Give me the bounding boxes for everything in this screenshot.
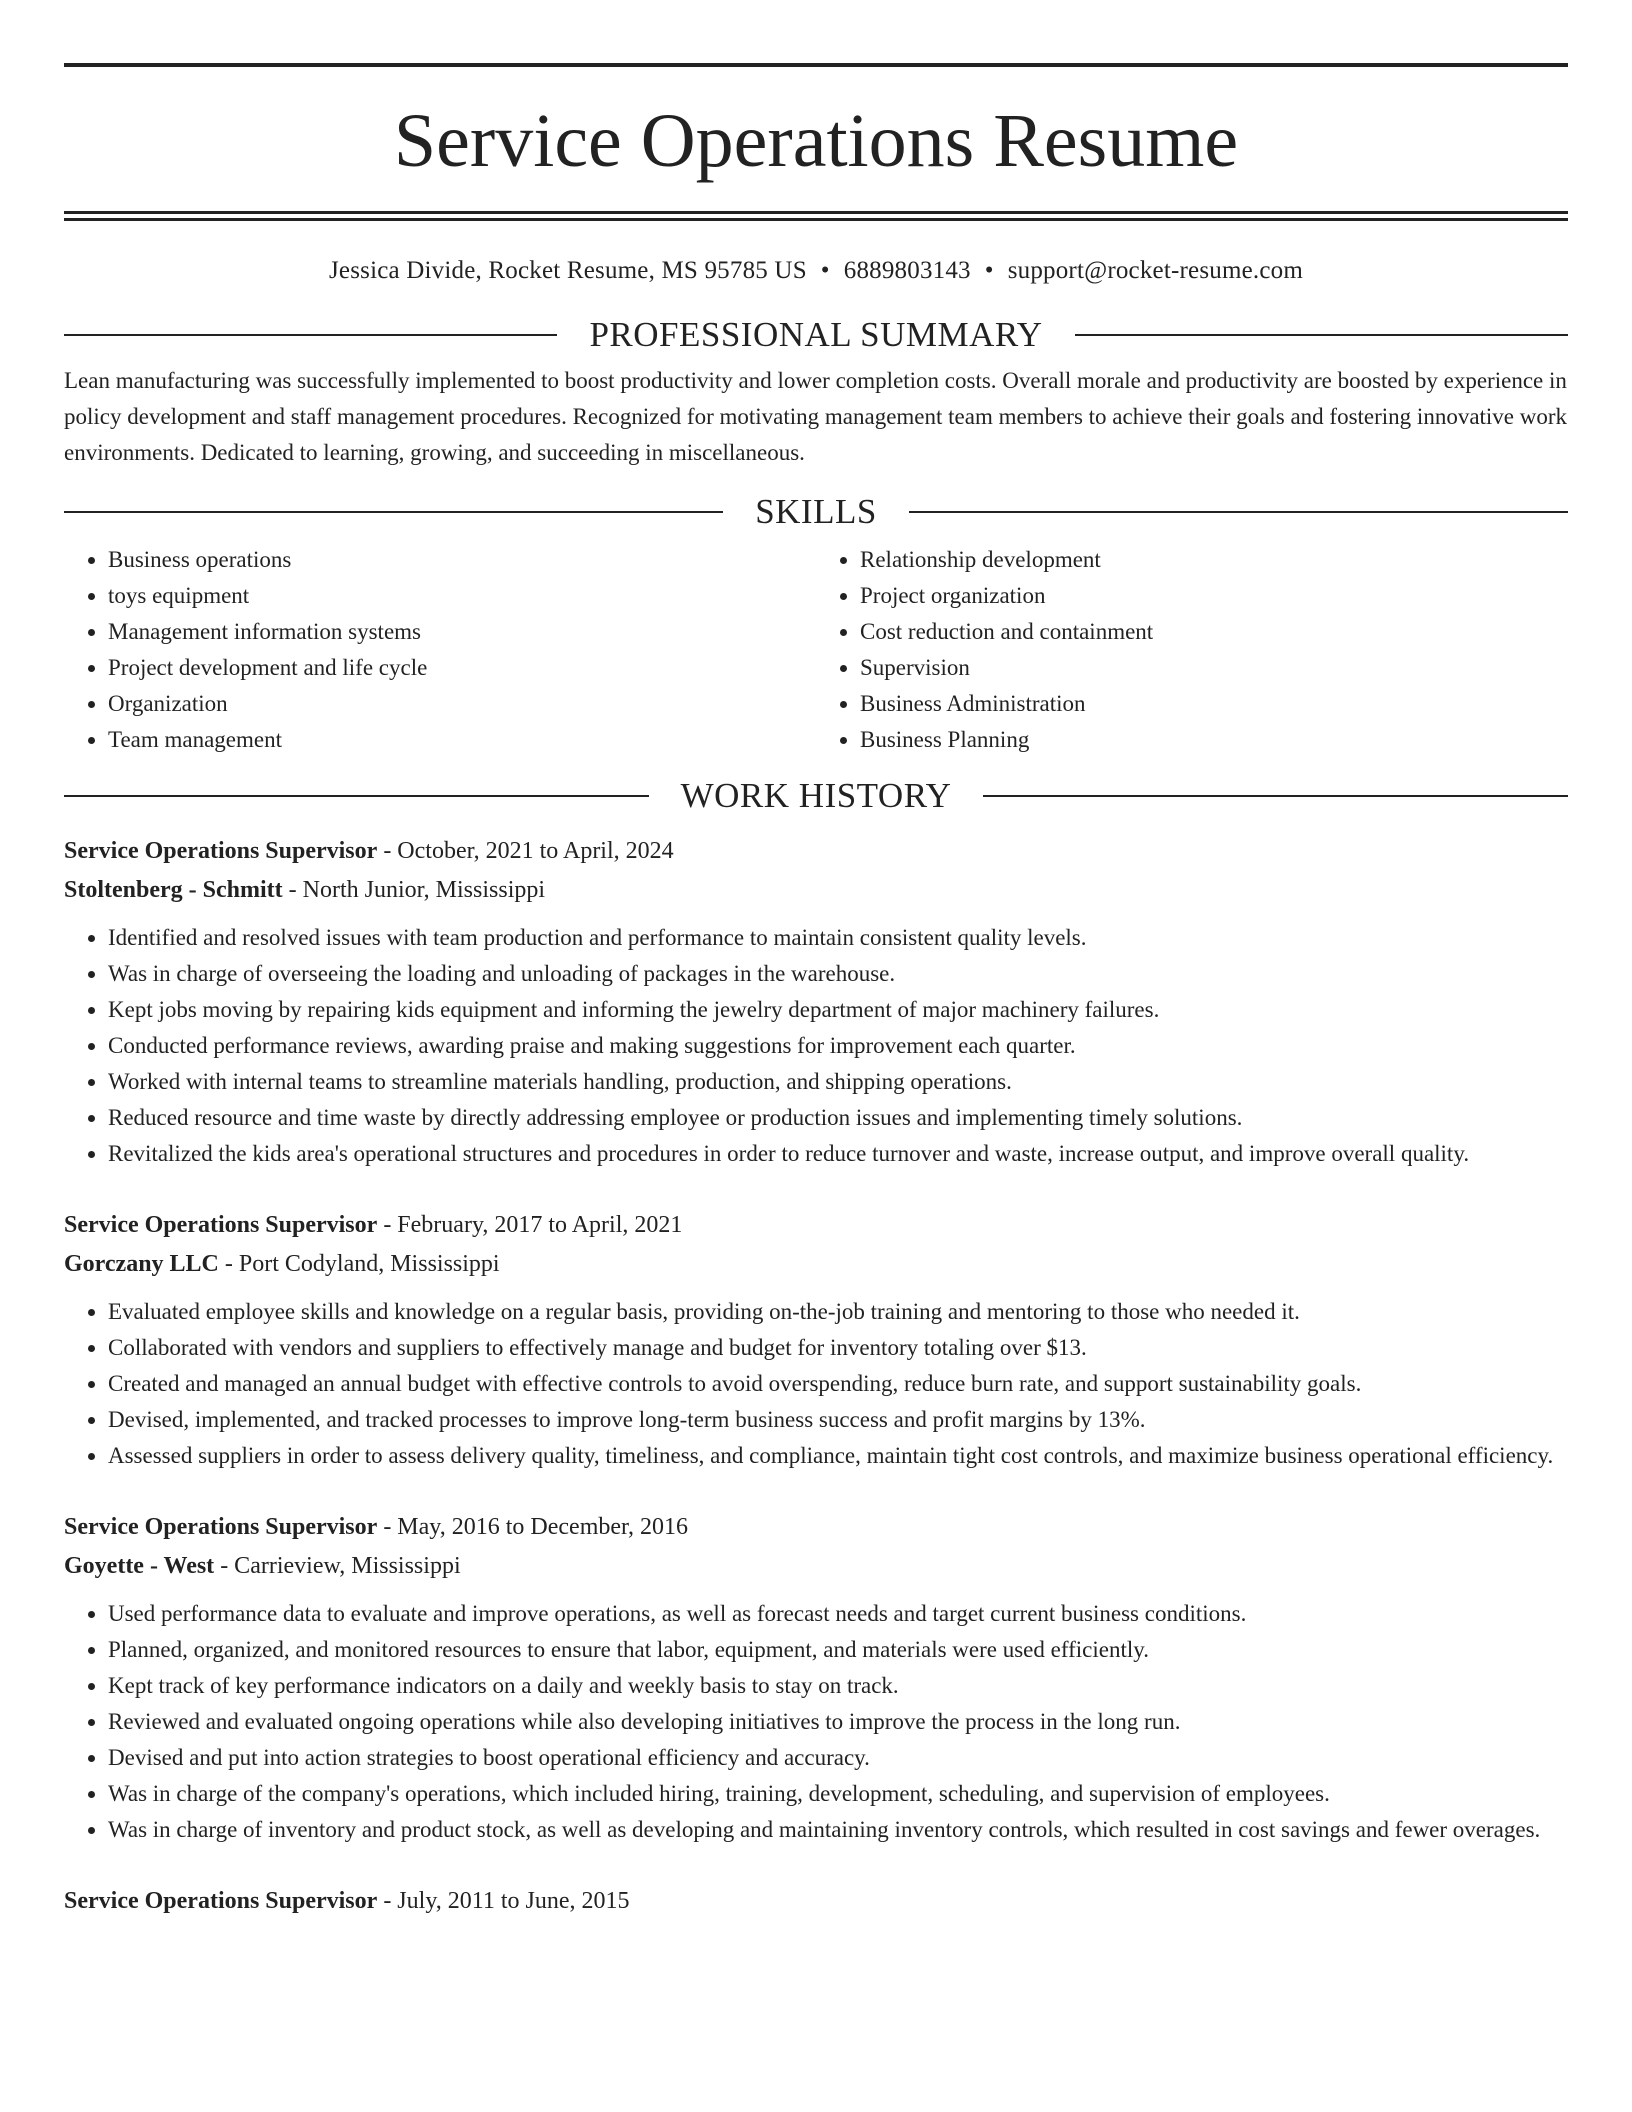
skill-item: • Supervision [860,650,1568,686]
skill-item: • Cost reduction and containment [860,614,1568,650]
contact-phone: 6889803143 [843,257,971,284]
job-title-line [64,1882,1568,1921]
job-company-line [64,871,1568,910]
duty-item: • Was in charge of inventory and product stock, as well as developing and maintaining inventory controls, which resulted in cost savings and fewer overages. [108,1812,1568,1848]
job-dates: - July, 2011 to June, 2015 [377,1888,630,1914]
job-title: Service Operations Supervisor [64,838,378,864]
heading-rule [1075,334,1568,336]
duty-item: • Was in charge of overseeing the loading and unloading of packages in the warehouse. [108,956,1568,992]
duty-item: • Revitalized the kids area's operational structures and procedures in order to reduce turnover and waste, increase output, and improve overall quality. [108,1136,1568,1172]
duty-item: • Devised and put into action strategies to boost operational efficiency and accuracy. [108,1740,1568,1776]
job-duties [64,1596,1568,1848]
skills-heading [64,494,1568,530]
job-title-line [64,1508,1568,1547]
duty-item: • Created and managed an annual budget with effective controls to avoid overspending, reduce burn rate, and support sustainability goals. [108,1366,1568,1402]
duty-item: • Worked with internal teams to streamline materials handling, production, and shipping operations. [108,1064,1568,1100]
skill-item: • Relationship development [860,542,1568,578]
duty-item: • Assessed suppliers in order to assess delivery quality, timeliness, and compliance, maintain tight cost controls, and maximize business operational efficiency. [108,1438,1568,1474]
job-company: Goyette - West [64,1553,215,1579]
skills-list [64,542,1568,758]
contact-separator: • [984,257,994,284]
job-title-line [64,832,1568,871]
top-rule [64,63,1568,67]
job-entry [64,832,1568,1172]
skills-column-right [816,542,1568,758]
summary-text: Lean manufacturing was successfully implemented to boost productivity and lower completion costs. Overall morale and productivity are boosted by experience in policy development and staff management procedures. Recognized for motivating management team members to achieve their goals and fostering innovative work environments. Dedicated to learning, growing, and succeeding in miscellaneous. [64,368,1568,465]
heading-rule [64,795,649,797]
work-heading [64,778,1568,814]
job-entry [64,1508,1568,1848]
duty-item: • Kept track of key performance indicators on a daily and weekly basis to stay on track. [108,1668,1568,1704]
contact-email: support@rocket-resume.com [1007,257,1303,284]
duty-item: • Was in charge of the company's operations, which included hiring, training, development, scheduling, and supervision of employees. [108,1776,1568,1812]
job-company-line [64,1547,1568,1586]
job-location: - Carrieview, Mississippi [214,1553,461,1579]
job-dates: - February, 2017 to April, 2021 [377,1212,683,1238]
duty-item: • Planned, organized, and monitored resources to ensure that labor, equipment, and materials were used efficiently. [108,1632,1568,1668]
title-double-rule [64,211,1568,221]
skill-item: • Business operations [108,542,816,578]
skills-column-left [64,542,816,758]
skills-heading-label: SKILLS [755,492,877,531]
contact-address: Jessica Divide, Rocket Resume, MS 95785 US [328,257,807,284]
job-dates: - May, 2016 to December, 2016 [377,1514,689,1540]
job-location: - Port Codyland, Mississippi [218,1251,500,1277]
job-title: Service Operations Supervisor [64,1888,378,1914]
summary-heading-label: PROFESSIONAL SUMMARY [589,315,1043,354]
skill-item: • Organization [108,686,816,722]
skill-item: • Team management [108,722,816,758]
job-title-line [64,1206,1568,1245]
heading-rule [909,511,1568,513]
resume-page [64,0,1568,1921]
duty-item: • Conducted performance reviews, awarding praise and making suggestions for improvement each quarter. [108,1028,1568,1064]
job-duties [64,1294,1568,1474]
duty-item: • Evaluated employee skills and knowledge on a regular basis, providing on-the-job training and mentoring to those who needed it. [108,1294,1568,1330]
job-title: Service Operations Supervisor [64,1514,378,1540]
duty-item: • Collaborated with vendors and suppliers to effectively manage and budget for inventory totaling over $13. [108,1330,1568,1366]
duty-item: • Identified and resolved issues with team production and performance to maintain consistent quality levels. [108,920,1568,956]
skill-item: • Project development and life cycle [108,650,816,686]
job-company: Gorczany LLC [64,1251,219,1277]
skill-item: • Business Administration [860,686,1568,722]
resume-title: Service Operations Resume [393,99,1239,183]
job-entry [64,1882,1568,1921]
job-company-line [64,1245,1568,1284]
job-duties [64,920,1568,1172]
summary-heading [64,317,1568,353]
skill-item: • Business Planning [860,722,1568,758]
duty-item: • Used performance data to evaluate and improve operations, as well as forecast needs and target current business conditions. [108,1596,1568,1632]
contact-line [64,257,1568,285]
job-title: Service Operations Supervisor [64,1212,378,1238]
job-company: Stoltenberg - Schmitt [64,877,283,903]
job-dates: - October, 2021 to April, 2024 [377,838,674,864]
skill-item: • Management information systems [108,614,816,650]
duty-item: • Devised, implemented, and tracked processes to improve long-term business success and profit margins by 13%. [108,1402,1568,1438]
skill-item: • Project organization [860,578,1568,614]
job-entry [64,1206,1568,1474]
duty-item: • Reviewed and evaluated ongoing operations while also developing initiatives to improve the process in the long run. [108,1704,1568,1740]
duty-item: • Reduced resource and time waste by directly addressing employee or production issues and implementing timely solutions. [108,1100,1568,1136]
skill-item: • toys equipment [108,578,816,614]
heading-rule [983,795,1568,797]
heading-rule [64,334,557,336]
job-location: - North Junior, Mississippi [282,877,546,903]
duty-item: • Kept jobs moving by repairing kids equipment and informing the jewelry department of major machinery failures. [108,992,1568,1028]
work-heading-label: WORK HISTORY [680,776,952,815]
contact-separator: • [820,257,830,284]
heading-rule [64,511,723,513]
